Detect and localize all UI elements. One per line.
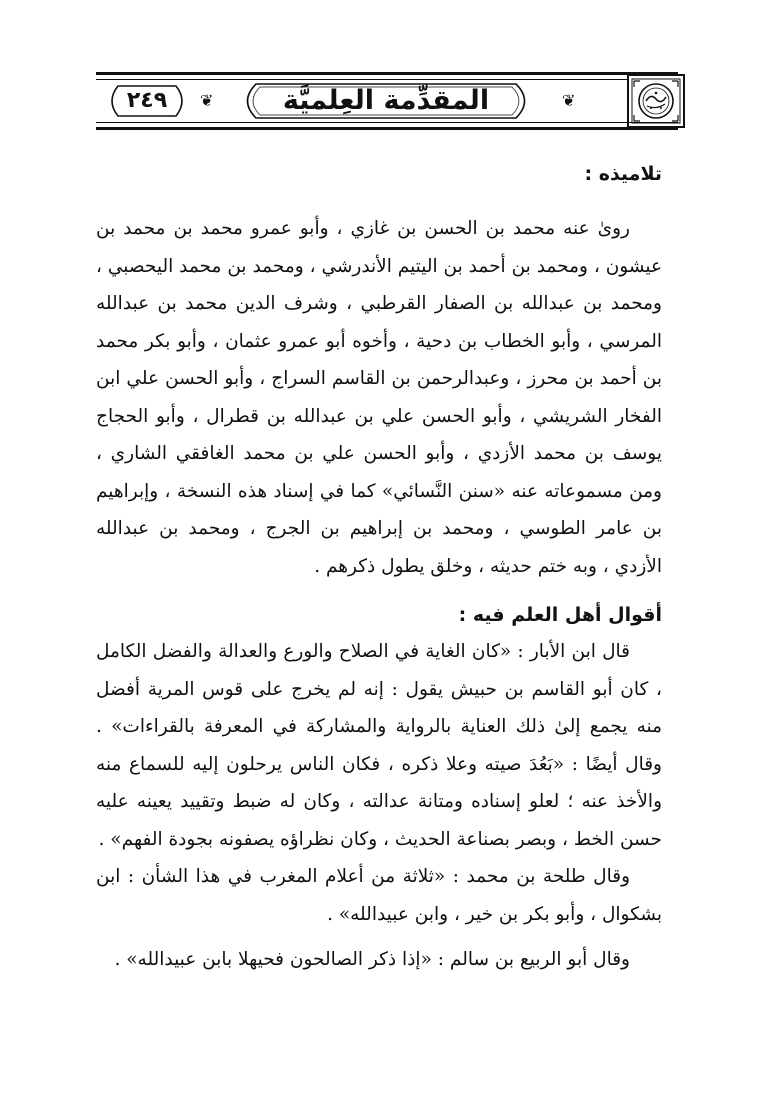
book-emblem-icon: [624, 71, 688, 131]
page-number: ٢٤٩: [126, 88, 168, 113]
paragraph-abu-al-rabi: وقال أبو الربيع بن سالم : «إذا ذكر الصالحون فحيهلا بابن عبيدالله» .: [114, 949, 630, 970]
page-body: [96, 150, 662, 979]
section-heading-students: تلاميذه :: [584, 163, 662, 185]
floral-ornament-icon: ❦: [200, 91, 214, 110]
paragraph-ibn-al-abbar: قال ابن الأبار : «كان الغاية في الصلاح والورع والعدالة والفضل الكامل ، كان أبو القاسم بن حبيش يقول : إنه لم يخرج على قوس المرية أفضل منه يجمع إلىٰ ذلك العناية بالرواية والمشاركة في المعرفة بالقراءات» . وقال أيضًا : «بَعُدَ صيته وعلا ذكره ، فكان الناس يرحلون إليه للسماع منه والأخذ عنه ؛ لعلو إسناده ومتانة عدالته ، وكان له ضبط وتقييد يعينه عليه حسن الخط ، وبصر بصناعة الحديث ، وكان نظراؤه يصفونه بجودة الفهم» .: [96, 641, 662, 850]
title-cartouche: [236, 81, 536, 121]
page-title: المقدِّمة العِلميَّة: [282, 85, 490, 116]
page-number-cartouche: [104, 83, 190, 119]
page-header: [96, 72, 678, 130]
section-heading-scholars-sayings: أقوال أهل العلم فيه :: [458, 604, 662, 626]
floral-ornament-icon: ❦: [562, 91, 576, 110]
paragraph-students: روىٰ عنه محمد بن الحسن بن غازي ، وأبو عمرو محمد بن محمد بن عيشون ، ومحمد بن أحمد بن اليتيم الأندرشي ، ومحمد بن محمد اليحصبي ، ومحمد بن عبدالله بن الصفار القرطبي ، وشرف الدين محمد بن عبدالله المرسي ، وأبو الخطاب بن دحية ، وأخوه أبو عمرو عثمان ، وأبو بكر محمد بن أحمد بن محرز ، وعبدالرحمن بن القاسم السراج ، وأبو الحسن علي ابن الفخار الشريشي ، وأبو الحسن علي بن عبدالله بن قطرال ، وأبو الحجاج يوسف بن محمد الأزدي ، وأبو الحسن علي بن محمد الغافقي الشاري ، ومن مسموعاته عنه «سنن النَّسائي» كما في إسناد هذه النسخة ، وإبراهيم بن عامر الطوسي ، ومحمد بن إبراهيم بن الجرج ، ومحمد بن عبدالله الأزدي ، وبه ختم حديثه ، وخلق يطول ذكرهم .: [96, 218, 662, 577]
paragraph-talha: وقال طلحة بن محمد : «ثلاثة من أعلام المغرب في هذا الشأن : ابن بشكوال ، وأبو بكر بن خير ، وابن عبيدالله» .: [96, 866, 662, 925]
